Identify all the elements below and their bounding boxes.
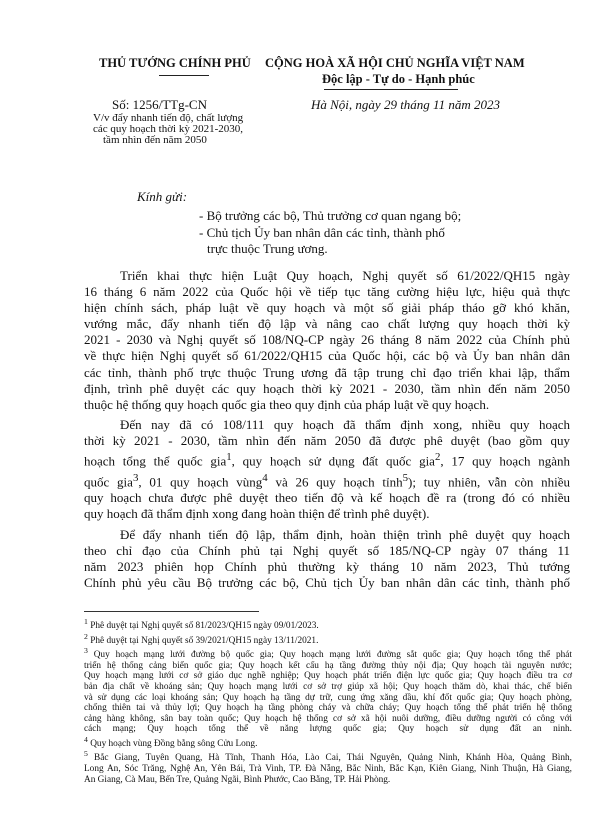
- paragraph-line: hoạch tổng thể quốc gia$^1$, quy hoạch sử dụng đất quốc gia$^2$, 17 quy hoạch ngành: [84, 451, 570, 469]
- footnote-5-cont: Long An, Sóc Trăng, Nghệ An, Yên Bái, Trà Vinh, TP. Đà Nẵng, Bắc Ninh, Bắc Kạn, Kiên Giang, Ninh Thuận, Hà Giang,: [84, 764, 572, 775]
- paragraph-line: thời kỳ 2021 - 2030, tầm nhìn đến năm 2050 đã được phê duyệt (bao gồm quy: [84, 433, 570, 449]
- paragraph-line: năm 2023 phiên họp Chính phủ thường kỳ tháng 10 năm 2023, Thủ tướng: [84, 559, 570, 575]
- paragraph-line: định, trình phê duyệt các quy hoạch thời kỳ 2021 - 2030, tầm nhìn đến năm 2050: [84, 380, 570, 396]
- footnote-3: $^3$ Quy hoạch mạng lưới đường bộ quốc gia; Quy hoạch mạng lưới đường sắt quốc gia; Quy hoạch tổng thể phát: [84, 646, 572, 661]
- recipient-2: - Chủ tịch Ủy ban nhân dân các tỉnh, thành phố: [199, 225, 445, 240]
- subject-line-1: V/v đẩy nhanh tiến độ, chất lượng: [93, 112, 244, 124]
- place-date: Hà Nội, ngày 29 tháng 11 năm 2023: [311, 97, 500, 112]
- national-motto: Độc lập - Tự do - Hạnh phúc: [322, 72, 475, 86]
- paragraph-line: thuộc hệ thống quy hoạch quốc gia theo quy định của pháp luật về quy hoạch.: [84, 396, 490, 412]
- document-number: Số: 1256/TTg-CN: [112, 97, 207, 112]
- paragraph-line: Đến nay đã có 108/111 quy hoạch đã thẩm định xong, nhiều quy hoạch: [120, 417, 570, 432]
- paragraph-line: quy hoạch đã thẩm định xong đang hoàn thiện để trình phê duyệt).: [84, 506, 430, 522]
- paragraph-line: theo chỉ đạo của Chính phủ tại Nghị quyết số 185/NQ-CP ngày 07 tháng 11: [84, 543, 570, 559]
- subject-line-2: các quy hoạch thời kỳ 2021-2030,: [93, 123, 244, 135]
- issuer-name: THỦ TƯỚNG CHÍNH PHỦ: [99, 56, 251, 70]
- paragraph-line: Chính phủ yêu cầu Bộ trưởng các bộ, Chủ tịch Ủy ban nhân dân các tỉnh, thành phố: [84, 575, 570, 591]
- footnote-1: $^1$ Phê duyệt tại Nghị quyết số 81/2023/QH15 ngày 09/01/2023.: [84, 617, 319, 632]
- paragraph-line: quy hoạch chưa được phê duyệt theo tiến độ và kế hoạch đề ra (trong đó có nhiều: [84, 490, 570, 506]
- issuer-underline: [159, 75, 209, 76]
- footnotes: [84, 617, 572, 785]
- footnote-separator: [84, 611, 259, 612]
- body-paragraph-2: [84, 417, 570, 522]
- paragraph-line: 16 tháng 6 năm 2022 của Quốc hội về tiếp tục tăng cường hiệu lực, hiệu quả thực: [84, 284, 570, 300]
- footnote-5: $^5$ Bắc Giang, Tuyên Quang, Hà Tĩnh, Thanh Hóa, Lào Cai, Thái Nguyên, Quảng Ninh, Khánh Hòa, Quảng Bình,: [84, 749, 572, 764]
- body-paragraph-1: [84, 268, 570, 413]
- footnote-3-cont: bản địa chất về khoáng sản; Quy hoạch mạng lưới cơ sở trợ giúp xã hội; Quy hoạch thăm dò, khai thác, chế biến: [84, 682, 572, 693]
- paragraph-line: quốc gia$^3$, 01 quy hoạch vùng$^4$ và 26 quy hoạch tỉnh$^5$); tuy nhiên, vẫn còn nhiều: [84, 471, 570, 489]
- salutation: Kính gửi:: [137, 189, 188, 204]
- footnote-3-cont: cảng hàng không, sân bay toàn quốc; Quy hoạch hệ thống cơ sở xã hội nuôi dưỡng, điều dưỡng người có công với: [84, 713, 572, 724]
- footnote-3-cont: chống thiên tai và thủy lợi; Quy hoạch hạ tầng phòng cháy và chữa cháy; Quy hoạch tổng thể phát triển hệ thống: [84, 703, 572, 714]
- paragraph-line: các tỉnh, thành phố trực thuộc Trung ương đã tập trung chỉ đạo triển khai lập, thẩm: [84, 364, 570, 380]
- national-title: CỘNG HOÀ XÃ HỘI CHỦ NGHĨA VIỆT NAM: [265, 56, 525, 70]
- motto-underline: [324, 89, 458, 90]
- footnote-3-cont: cách mạng; Quy hoạch tổng thể về năng lượng quốc gia; Quy hoạch sử dụng đất an ninh.: [84, 724, 572, 735]
- footnote-3-cont: Quy hoạch mạng lưới cơ sở giáo dục nghề nghiệp; Quy hoạch phát triển điện lực quốc gia; Quy hoạch điều tra cơ: [84, 671, 572, 682]
- footnote-3-cont: và sử dụng các loại khoáng sản; Quy hoạch hạ tầng dự trữ, cung ứng xăng dầu, khí đốt quốc gia; Quy hoạch phòng,: [84, 692, 572, 703]
- paragraph-line: Triển khai thực hiện Luật Quy hoạch, Nghị quyết số 61/2022/QH15 ngày: [120, 268, 570, 283]
- footnote-4: $^4$ Quy hoạch vùng Đồng bằng sông Cửu Long.: [84, 734, 258, 749]
- subject-line-3: tầm nhìn đến năm 2050: [103, 134, 207, 146]
- paragraph-line: 2021 - 2030 và Nghị quyết số 108/NQ-CP ngày 26 tháng 8 năm 2022 của Chính phủ: [84, 332, 570, 348]
- recipient-3: trực thuộc Trung ương.: [207, 241, 328, 256]
- paragraph-line: hiện chính sách, pháp luật về quy hoạch và một số giải pháp tháo gỡ khó khăn,: [84, 300, 570, 316]
- paragraph-line: về thực hiện Nghị quyết số 61/2022/QH15 của Quốc hội, các bộ và Ủy ban nhân dân: [84, 348, 570, 364]
- recipient-1: - Bộ trưởng các bộ, Thủ trưởng cơ quan ngang bộ;: [199, 208, 462, 223]
- paragraph-line: vướng mắc, đẩy nhanh tiến độ lập và nâng cao chất lượng quy hoạch thời kỳ: [84, 316, 570, 332]
- footnote-5-cont: An Giang, Cà Mau, Bến Tre, Quảng Ngãi, Bình Phước, Cao Bằng, TP. Hải Phòng.: [84, 774, 391, 785]
- footnote-3-cont: triển hệ thống cảng biển quốc gia; Quy hoạch kết cấu hạ tầng đường thủy nội địa; Quy hoạch tài nguyên nước;: [84, 660, 572, 671]
- paragraph-line: Để đẩy nhanh tiến độ lập, thẩm định, hoàn thiện trình phê duyệt quy hoạch: [120, 527, 570, 542]
- body-paragraph-3: [84, 527, 570, 591]
- footnote-2: $^2$ Phê duyệt tại Nghị quyết số 39/2021/QH15 ngày 13/11/2021.: [84, 631, 319, 646]
